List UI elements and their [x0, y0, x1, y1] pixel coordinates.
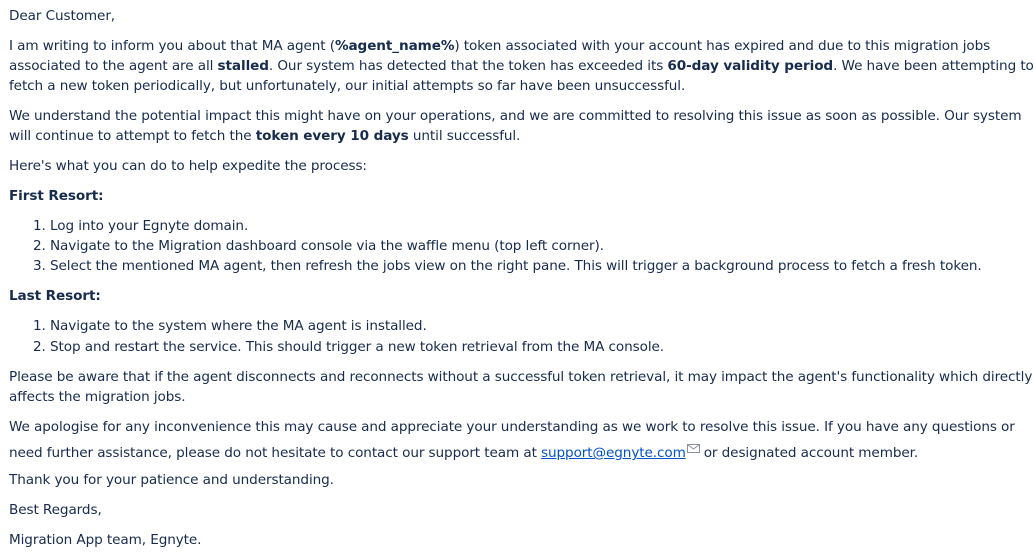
- greeting: Dear Customer,: [9, 8, 116, 24]
- para1-line1: I am writing to inform you about that MA agent (%agent_name%) token associated with your account has expired and due to this migration jobs: [9, 38, 991, 54]
- regards-text: Best Regards,: [9, 502, 102, 518]
- token-interval-text: token every 10 days: [255, 128, 409, 144]
- para3-line1: Please be aware that if the agent disconnects and reconnects without a successful token retrieval, it may impact the agent's functionality which directly: [9, 369, 1033, 385]
- first-resort-heading: First Resort:: [9, 188, 104, 204]
- para2-line1: We understand the potential impact this might have on your operations, and we are committed to resolving this issue as soon as possible. Our system: [9, 108, 1022, 124]
- last-resort-item: 1. Navigate to the system where the MA agent is installed.: [33, 318, 427, 334]
- intro-text: Here's what you can do to help expedite the process:: [9, 158, 367, 174]
- para2-line2: will continue to attempt to fetch the token every 10 days until successful.: [9, 128, 521, 144]
- para1-line2: associated to the agent are all stalled. Our system has detected that the token has exceeded its 60-day validity period. We have been attempting to: [9, 58, 1034, 74]
- mail-icon: [687, 439, 700, 459]
- support-email-link[interactable]: support@egnyte.com: [541, 445, 686, 461]
- first-resort-item: 3. Select the mentioned MA agent, then refresh the jobs view on the right pane. This will trigger a background process to fetch a fresh token.: [33, 258, 982, 274]
- signature-text: Migration App team, Egnyte.: [9, 532, 202, 548]
- agent-name-placeholder: %agent_name%: [334, 38, 455, 54]
- para1-line3: fetch a new token periodically, but unfortunately, our initial attempts so far have been unsuccessful.: [9, 78, 686, 94]
- validity-period-text: 60-day validity period: [667, 58, 834, 74]
- para4-line1: We apologise for any inconvenience this may cause and appreciate your understanding as we work to resolve this issue. If you have any questions or: [9, 419, 1015, 435]
- last-resort-heading: Last Resort:: [9, 288, 101, 304]
- stalled-text: stalled: [217, 58, 269, 74]
- last-resort-item: 2. Stop and restart the service. This should trigger a new token retrieval from the MA console.: [33, 339, 664, 355]
- first-resort-item: 2. Navigate to the Migration dashboard console via the waffle menu (top left corner).: [33, 238, 604, 254]
- para3-line2: affects the migration jobs.: [9, 389, 186, 405]
- first-resort-item: 1. Log into your Egnyte domain.: [33, 218, 249, 234]
- thanks-text: Thank you for your patience and understanding.: [9, 472, 334, 488]
- para4-line2: need further assistance, please do not hesitate to contact our support team at support@egnyte.com or designated account member.: [9, 439, 918, 463]
